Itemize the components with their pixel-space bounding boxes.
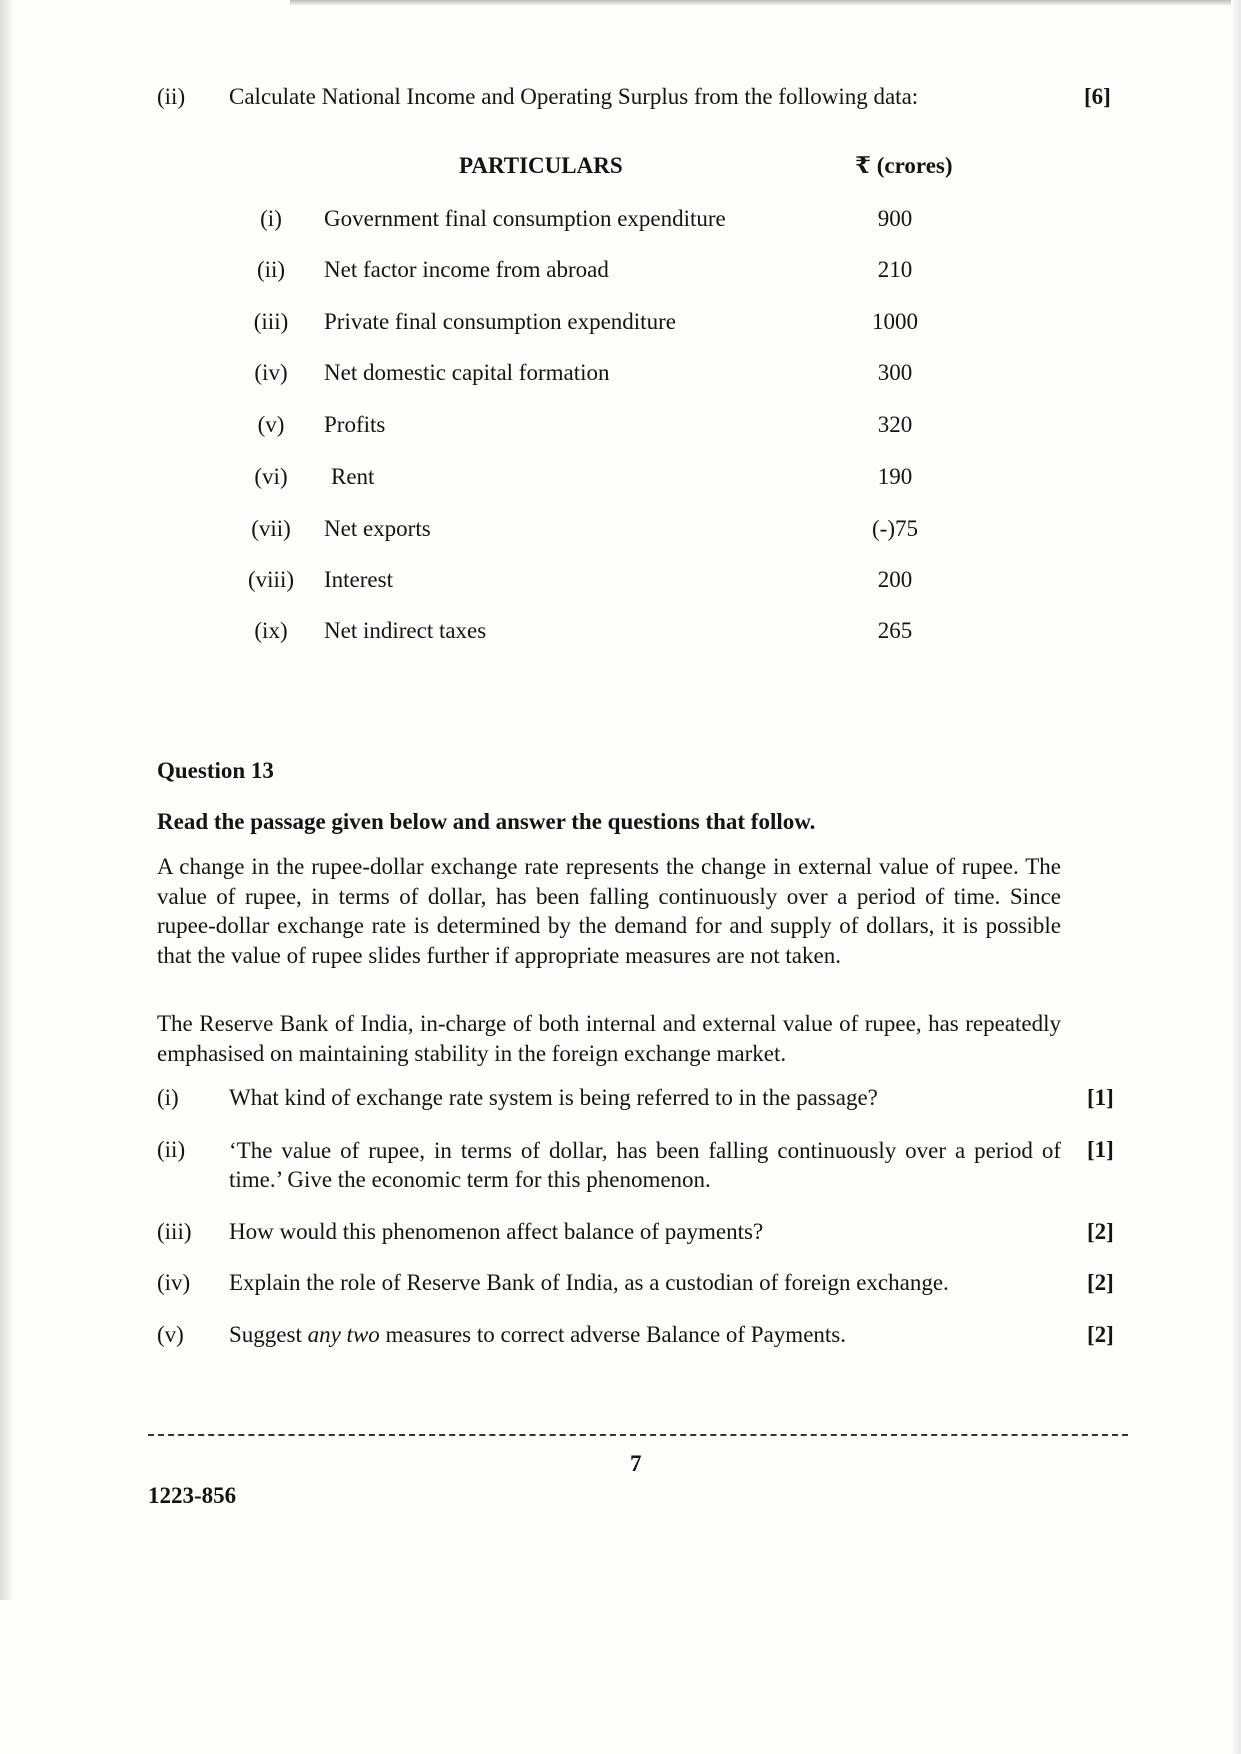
q12-part-number: (ii) xyxy=(157,84,186,109)
table-row xyxy=(240,308,960,338)
paper-code: 1223-856 xyxy=(148,1483,237,1508)
table-row xyxy=(240,566,960,596)
table-row xyxy=(240,205,960,235)
row-number: (v) xyxy=(257,412,285,437)
table-header-amount: ₹ (crores) xyxy=(855,153,953,178)
table-header-particulars: PARTICULARS xyxy=(459,153,623,178)
row-item: Net indirect taxes xyxy=(324,618,487,643)
row-item: Private final consumption expenditure xyxy=(324,309,676,334)
row-value: (-)75 xyxy=(872,516,918,541)
scan-shadow-right xyxy=(1231,0,1241,1754)
row-value: 210 xyxy=(877,257,913,282)
row-item: Net domestic capital formation xyxy=(324,360,610,385)
row-item: Net factor income from abroad xyxy=(324,257,609,282)
passage-paragraph-1: A change in the rupee-dollar exchange rate represents the change in external value of rupee. The value of rupee, in terms of dollar, has been falling continuously over a period of time. Since rupee-dollar exchange rate is determined by the demand for and supply of dollars, it is possible that the value of rupee slides further if appropriate measures are not taken. xyxy=(157,854,1061,968)
subquestion-text-emphasis: any two xyxy=(307,1322,380,1347)
subquestion-number: (iii) xyxy=(157,1219,192,1244)
subquestion-number: (ii) xyxy=(157,1137,186,1162)
scan-shadow-top xyxy=(290,0,1241,5)
subquestion-text: How would this phenomenon affect balance of payments? xyxy=(229,1219,764,1244)
table-row xyxy=(240,463,960,493)
subquestion-marks: [1] xyxy=(1087,1085,1114,1110)
table-row xyxy=(240,617,960,647)
question-13-title: Question 13 xyxy=(157,758,274,783)
row-value: 320 xyxy=(877,412,913,437)
question-13-instruction: Read the passage given below and answer the questions that follow. xyxy=(157,809,816,834)
q12-part-marks: [6] xyxy=(1084,84,1111,109)
row-item: Government final consumption expenditure xyxy=(324,206,726,231)
row-number: (iii) xyxy=(253,309,289,334)
table-row xyxy=(240,359,960,389)
row-value: 265 xyxy=(877,618,913,643)
subquestion-text: ‘The value of rupee, in terms of dollar, has been falling continuously over a period of time.’ Give the economic term for this phenomenon. xyxy=(229,1138,1061,1192)
row-value: 900 xyxy=(877,206,913,231)
row-item: Profits xyxy=(324,412,386,437)
subquestion-number: (iv) xyxy=(157,1270,191,1295)
row-number: (ix) xyxy=(254,618,288,643)
row-number: (i) xyxy=(260,206,282,231)
row-value: 1000 xyxy=(872,309,918,334)
subquestion-text-start: Suggest xyxy=(229,1322,308,1347)
row-number: (viii) xyxy=(248,567,294,592)
subquestion-text: What kind of exchange rate system is being referred to in the passage? xyxy=(229,1085,878,1110)
row-value: 190 xyxy=(877,464,913,489)
footer-divider xyxy=(148,1434,1128,1436)
row-number: (ii) xyxy=(256,257,286,282)
row-item: Rent xyxy=(331,464,375,489)
subquestion-marks: [2] xyxy=(1087,1322,1114,1347)
table-row xyxy=(240,411,960,441)
subquestion-marks: [1] xyxy=(1087,1137,1114,1162)
subquestion-text: Explain the role of Reserve Bank of India, as a custodian of foreign exchange. xyxy=(229,1270,949,1295)
subquestion-number: (i) xyxy=(157,1085,179,1110)
row-number: (iv) xyxy=(254,360,288,385)
subquestion-number: (v) xyxy=(157,1322,184,1347)
subquestion-text xyxy=(229,1321,1061,1349)
row-item: Net exports xyxy=(324,516,431,541)
passage-paragraph-2: The Reserve Bank of India, in-charge of both internal and external value of rupee, has repeatedly emphasised on maintaining stability in the foreign exchange market. xyxy=(157,1011,1061,1066)
scan-shadow-left xyxy=(0,0,14,1600)
row-value: 200 xyxy=(877,567,913,592)
table-row xyxy=(240,515,960,545)
table-row xyxy=(240,256,960,286)
row-number: (vii) xyxy=(251,516,291,541)
q12-part-text: Calculate National Income and Operating Surplus from the following data: xyxy=(229,84,919,109)
row-item: Interest xyxy=(324,567,393,592)
row-value: 300 xyxy=(877,360,913,385)
subquestion-text-end: measures to correct adverse Balance of Payments. xyxy=(379,1322,846,1347)
subquestion-marks: [2] xyxy=(1087,1270,1114,1295)
page-number: 7 xyxy=(630,1451,642,1476)
subquestion-marks: [2] xyxy=(1087,1219,1114,1244)
row-number: (vi) xyxy=(254,464,288,489)
